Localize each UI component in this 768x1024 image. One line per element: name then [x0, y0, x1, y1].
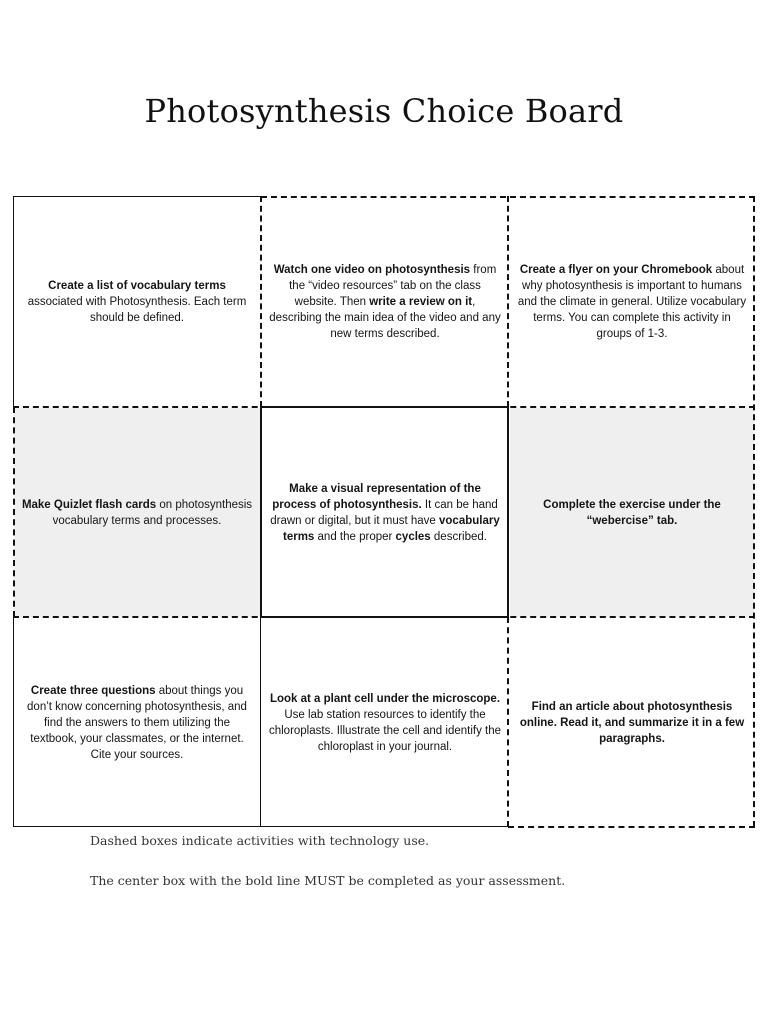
cell-article-summary	[510, 618, 754, 827]
cell-text: Find an article about photosynthesis online. Read it, and summarize it in a few paragraphs.	[519, 700, 745, 745]
cell-quizlet-cards	[14, 408, 260, 617]
cell-text: Make Quizlet flash cards on photosynthesis vocabulary terms and processes.	[21, 498, 253, 527]
cell-plant-cell-microscope	[262, 618, 508, 827]
note-dashed-boxes: Dashed boxes indicate activities with technology use.	[90, 833, 430, 848]
divider-col2-row1	[507, 196, 509, 407]
divider-col2-row3	[507, 617, 509, 827]
cell-video-review	[262, 197, 508, 407]
border-left-row3	[13, 617, 14, 827]
cell-text: Make a visual representation of the process of photosynthesis. It can be hand drawn or digital, but it must have vocabulary terms and the proper cycles described.	[270, 482, 500, 543]
border-top-solid	[13, 196, 261, 197]
cell-chromebook-flyer	[510, 197, 754, 407]
divider-col1-row1	[260, 196, 262, 407]
cell-three-questions	[14, 618, 260, 827]
border-bottom-dashed	[508, 826, 755, 828]
cell-text: Create a flyer on your Chromebook about why photosynthesis is important to humans and the climate in general. Utilize vocabulary terms. You can complete this activity in groups of 1-3.	[517, 264, 747, 340]
border-left-row2	[13, 407, 15, 617]
cell-text: Create three questions about things you don’t know concerning photosynthesis, and find the answers to them utilizing the textbook, your classmates, or the internet. Cite your sources.	[27, 684, 247, 761]
note-center-box: The center box with the bold line MUST be completed as your assessment.	[90, 873, 566, 888]
cell-vocabulary-list	[14, 197, 260, 407]
divider-col1-row3	[260, 617, 261, 827]
border-bottom-solid	[13, 826, 509, 827]
page-title: Photosynthesis Choice Board	[144, 92, 624, 130]
center-bold-box	[260, 406, 509, 618]
cell-webercise	[510, 408, 754, 617]
border-right	[753, 196, 755, 827]
cell-text: Create a list of vocabulary terms associated with Photosynthesis. Each term should be defined.	[27, 280, 247, 324]
cell-text: Watch one video on photosynthesis from the “video resources” tab on the class website. Then write a review on it, describing the main idea of the video and any new terms described.	[269, 264, 501, 340]
border-left-row1	[13, 196, 14, 407]
cell-text: Complete the exercise under the “webercise” tab.	[543, 498, 721, 527]
cell-text: Look at a plant cell under the microscope. Use lab station resources to identify the chloroplasts. Illustrate the cell and identify the chloroplast in your journal.	[268, 692, 502, 753]
